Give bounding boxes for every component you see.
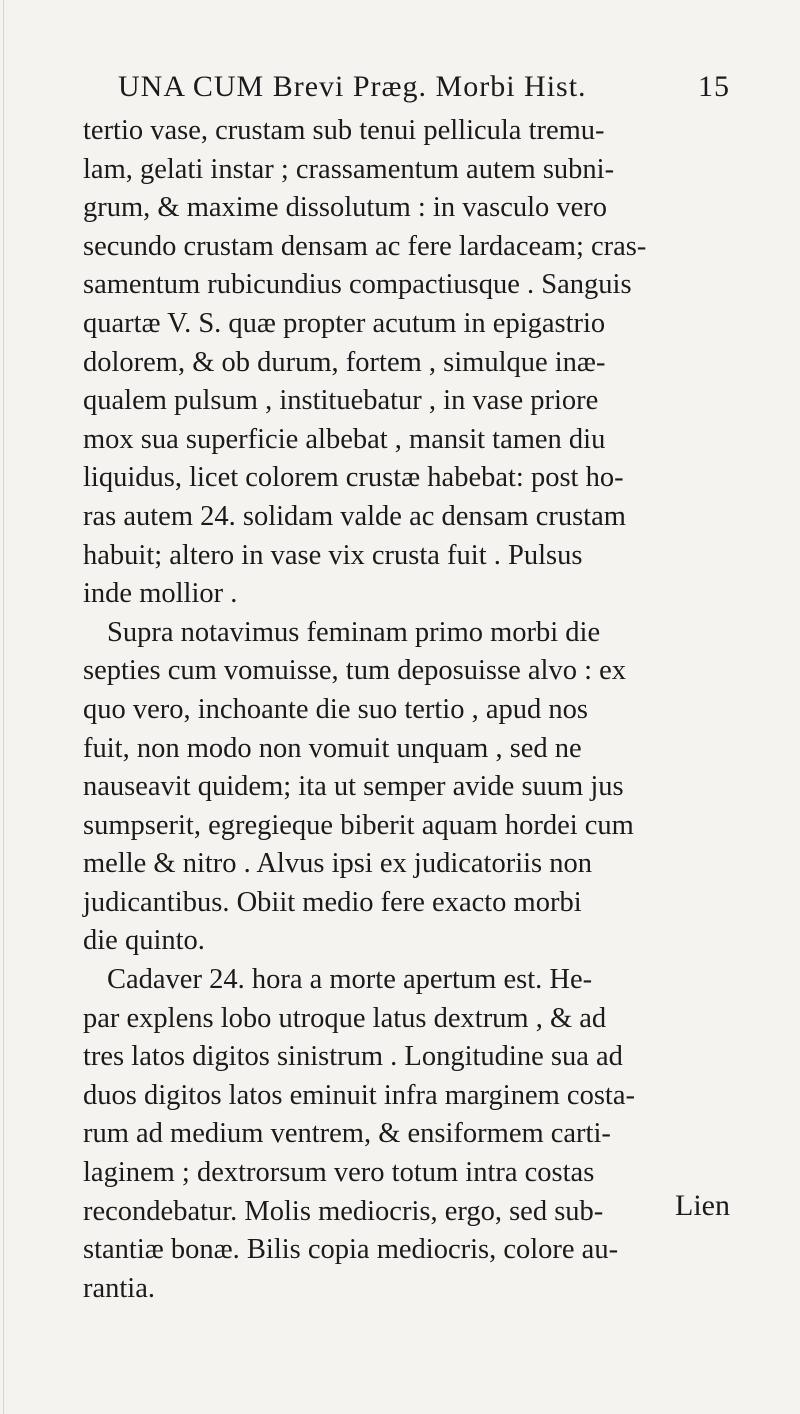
running-head — [118, 70, 730, 104]
text-line: rantia. — [83, 1272, 156, 1304]
text-line: die quinto. — [83, 925, 205, 957]
text-line: samentum rubicundius compactiusque . Sanguis — [83, 269, 632, 301]
paragraph-start-line: Supra notavimus feminam primo morbi die — [107, 616, 601, 648]
catchword: Lien — [675, 1189, 730, 1222]
text-line: stantiæ bonæ. Bilis copia mediocris, colore au- — [83, 1234, 619, 1266]
text-line: inde mollior . — [83, 578, 238, 610]
text-line: rum ad medium ventrem, & ensiformem carti- — [83, 1118, 611, 1150]
text-line: habuit; altero in vase vix crusta fuit . Pulsus — [83, 539, 583, 571]
text-line: ras autem 24. solidam valde ac densam crustam — [83, 500, 626, 532]
text-line: judicantibus. Obiit medio fere exacto morbi — [83, 886, 582, 918]
page-number: 15 — [698, 70, 730, 103]
body-text — [83, 112, 731, 1308]
text-line: septies cum vomuisse, tum deposuisse alvo : ex — [83, 655, 627, 687]
text-line: liquidus, licet colorem crustæ habebat: post ho- — [83, 462, 624, 494]
text-line: nauseavit quidem; ita ut semper avide suum jus — [83, 771, 624, 803]
text-line: tres latos digitos sinistrum . Longitudine sua ad — [83, 1041, 623, 1073]
text-line: recondebatur. Molis mediocris, ergo, sed sub- — [83, 1195, 604, 1227]
text-line: qualem pulsum , instituebatur , in vase priore — [83, 385, 599, 417]
text-line: lam, gelati instar ; crassamentum autem subni- — [83, 153, 615, 185]
text-line: sumpserit, egregieque biberit aquam hordei cum — [83, 809, 634, 841]
page-edge — [3, 0, 4, 1414]
text-line: duos digitos latos eminuit infra marginem costa- — [83, 1079, 635, 1111]
text-line: quo vero, inchoante die suo tertio , apud nos — [83, 693, 588, 725]
text-line: melle & nitro . Alvus ipsi ex judicatoriis non — [83, 848, 592, 880]
running-title: UNA CUM Brevi Præg. Morbi Hist. — [118, 70, 587, 103]
text-line: tertio vase, crustam sub tenui pellicula tremu- — [83, 115, 605, 146]
paragraph-start-line: Cadaver 24. hora a morte apertum est. He- — [107, 964, 593, 996]
text-line: quartæ V. S. quæ propter acutum in epigastrio — [83, 307, 606, 339]
text-line: secundo crustam densam ac fere lardaceam; cras- — [83, 230, 647, 262]
text-line: grum, & maxime dissolutum : in vasculo vero — [83, 192, 608, 224]
text-line: laginem ; dextrorsum vero totum intra costas — [83, 1157, 595, 1189]
text-line: fuit, non modo non vomuit unquam , sed ne — [83, 732, 582, 764]
text-line: par explens lobo utroque latus dextrum , & ad — [83, 1002, 607, 1034]
text-line: mox sua superficie albebat , mansit tamen diu — [83, 423, 606, 455]
text-line: dolorem, & ob durum, fortem , simulque inæ- — [83, 346, 606, 378]
